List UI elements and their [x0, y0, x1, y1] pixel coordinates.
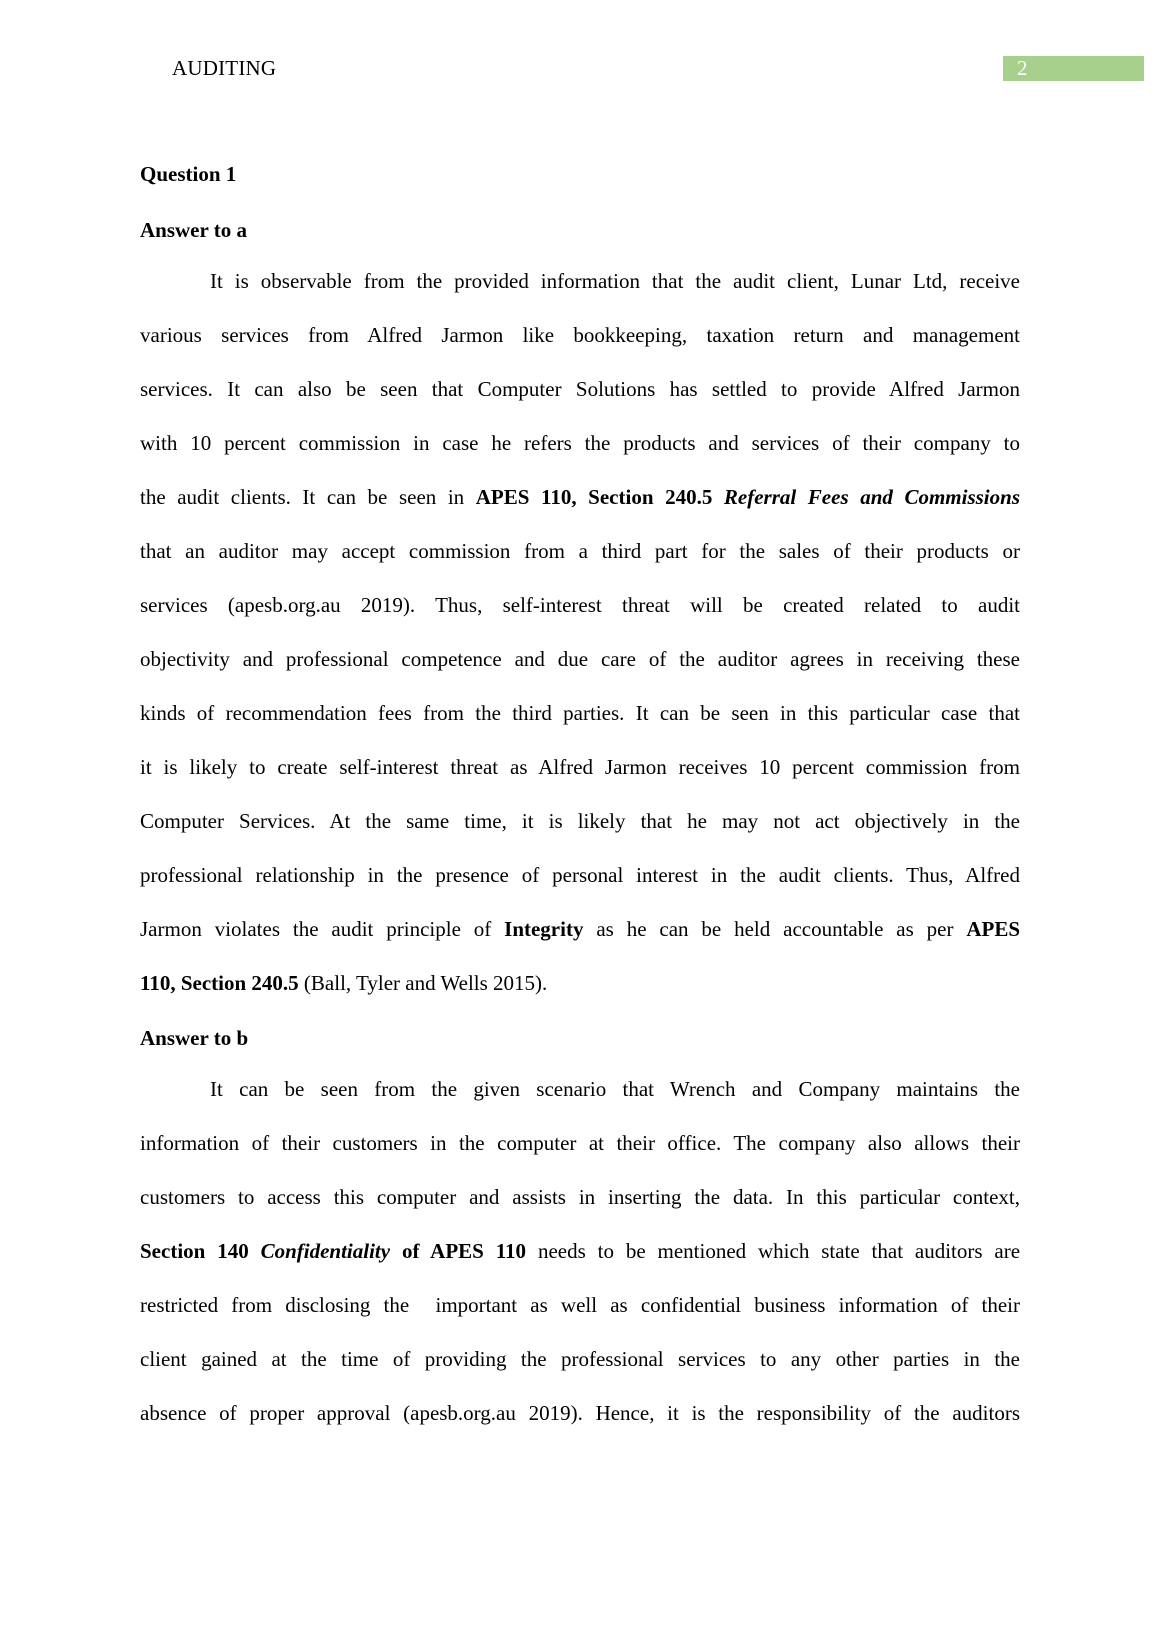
text-line: client gained at the time of providing the professional services to any other parties in the — [140, 1347, 1020, 1371]
text-line: Section 140 Confidentiality of APES 110 needs to be mentioned which state that auditors are — [140, 1239, 1021, 1263]
text-line: professional relationship in the presence of personal interest in the audit clients. Thus, Alfred — [140, 863, 1020, 887]
text-line: information of their customers in the computer at their office. The company also allows their — [140, 1131, 1020, 1155]
text-line: 110, Section 240.5 (Ball, Tyler and Wells 2015). — [140, 971, 548, 995]
text-line: services. It can also be seen that Computer Solutions has settled to provide Alfred Jarmon — [140, 377, 1020, 401]
running-head: AUDITING — [172, 56, 277, 80]
text-line: the audit clients. It can be seen in APES 110, Section 240.5 Referral Fees and Commissions — [140, 485, 1020, 509]
principle-integrity: Integrity — [504, 917, 584, 941]
text-line: It can be seen from the given scenario that Wrench and Company maintains the — [210, 1077, 1020, 1101]
citation-apes: APES 110, Section 240.5 — [475, 485, 713, 509]
question-heading: Question 1 — [140, 162, 237, 186]
text-line: customers to access this computer and assists in inserting the data. In this particular context, — [140, 1185, 1020, 1209]
text-line: it is likely to create self-interest threat as Alfred Jarmon receives 10 percent commission from — [140, 755, 1020, 779]
answer-b-heading: Answer to b — [140, 1026, 249, 1050]
answer-b-paragraph — [140, 1062, 1020, 1440]
text-line: Computer Services. At the same time, it is likely that he may not act objectively in the — [140, 809, 1020, 833]
text-line: kinds of recommendation fees from the third parties. It can be seen in this particular case that — [140, 701, 1020, 725]
text-line: services (apesb.org.au 2019). Thus, self-interest threat will be created related to audit — [140, 593, 1020, 617]
text-line: various services from Alfred Jarmon like bookkeeping, taxation return and management — [140, 323, 1020, 347]
section-title: Confidentiality — [260, 1239, 391, 1263]
text-line: objectivity and professional competence and due care of the auditor agrees in receiving these — [140, 647, 1020, 671]
citation-title: Referral Fees and Commissions — [723, 485, 1020, 509]
document-body — [140, 160, 1020, 1440]
page-header — [0, 52, 1158, 82]
text-line: with 10 percent commission in case he refers the products and services of their company to — [140, 431, 1020, 455]
answer-a-heading: Answer to a — [140, 218, 247, 242]
text-line: Jarmon violates the audit principle of Integrity as he can be held accountable as per APES — [140, 917, 1021, 941]
text-line: It is observable from the provided information that the audit client, Lunar Ltd, receive — [210, 269, 1020, 293]
page-number-box — [1003, 56, 1144, 81]
page-number: 2 — [1017, 56, 1028, 80]
answer-a-paragraph — [140, 254, 1020, 1010]
text-line: restricted from disclosing the important as well as confidential business information of their — [140, 1293, 1020, 1317]
text-line: absence of proper approval (apesb.org.au 2019). Hence, it is the responsibility of the auditors — [140, 1401, 1020, 1425]
text-line: that an auditor may accept commission from a third part for the sales of their products or — [140, 539, 1020, 563]
